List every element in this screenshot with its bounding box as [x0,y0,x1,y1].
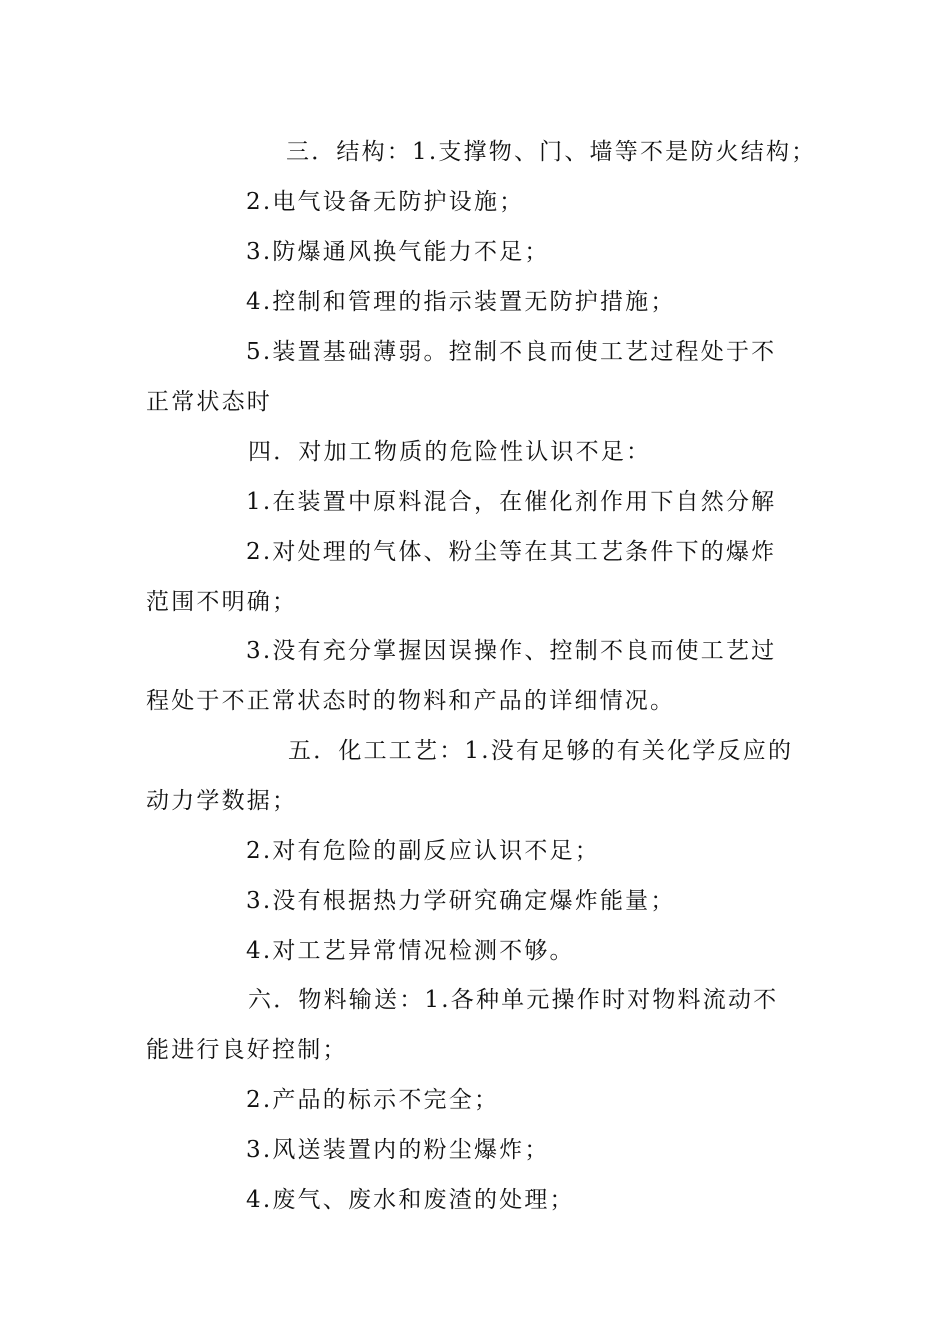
paragraph-line: 正常状态时 [146,389,272,415]
paragraph-line: 能进行良好控制； [146,1037,348,1063]
paragraph-line: 范围不明确； [146,589,298,615]
section-4-heading: 四．对加工物质的危险性认识不足： [248,439,652,465]
paragraph-line: 3.防爆通风换气能力不足； [246,239,550,265]
paragraph-line: 2.电气设备无防护设施； [246,189,525,215]
paragraph-line: 2.对有危险的副反应认识不足； [246,838,600,864]
paragraph-line: 3.没有根据热力学研究确定爆炸能量； [246,888,676,914]
paragraph-line: 1.在装置中原料混合，在催化剂作用下自然分解 [246,489,777,515]
section-5-heading: 五．化工工艺：1.没有足够的有关化学反应的 [288,738,794,764]
paragraph-line: 2.产品的标示不完全； [246,1087,500,1113]
paragraph-line: 3.风送装置内的粉尘爆炸； [246,1137,550,1163]
paragraph-line: 4.对工艺异常情况检测不够。 [246,938,575,964]
section-3-heading: 三．结构：1.支撑物、门、墙等不是防火结构； [286,139,817,165]
paragraph-line: 程处于不正常状态时的物料和产品的详细情况。 [146,688,676,714]
paragraph-line: 4.控制和管理的指示装置无防护措施； [246,289,676,315]
paragraph-line: 4.废气、废水和废渣的处理； [246,1187,575,1213]
paragraph-line: 2.对处理的气体、粉尘等在其工艺条件下的爆炸 [246,539,777,565]
paragraph-line: 3.没有充分掌握因误操作、控制不良而使工艺过 [246,638,777,664]
section-6-heading: 六．物料输送：1.各种单元操作时对物料流动不 [248,987,779,1013]
paragraph-line: 5.装置基础薄弱。控制不良而使工艺过程处于不 [246,339,777,365]
paragraph-line: 动力学数据； [146,788,298,814]
